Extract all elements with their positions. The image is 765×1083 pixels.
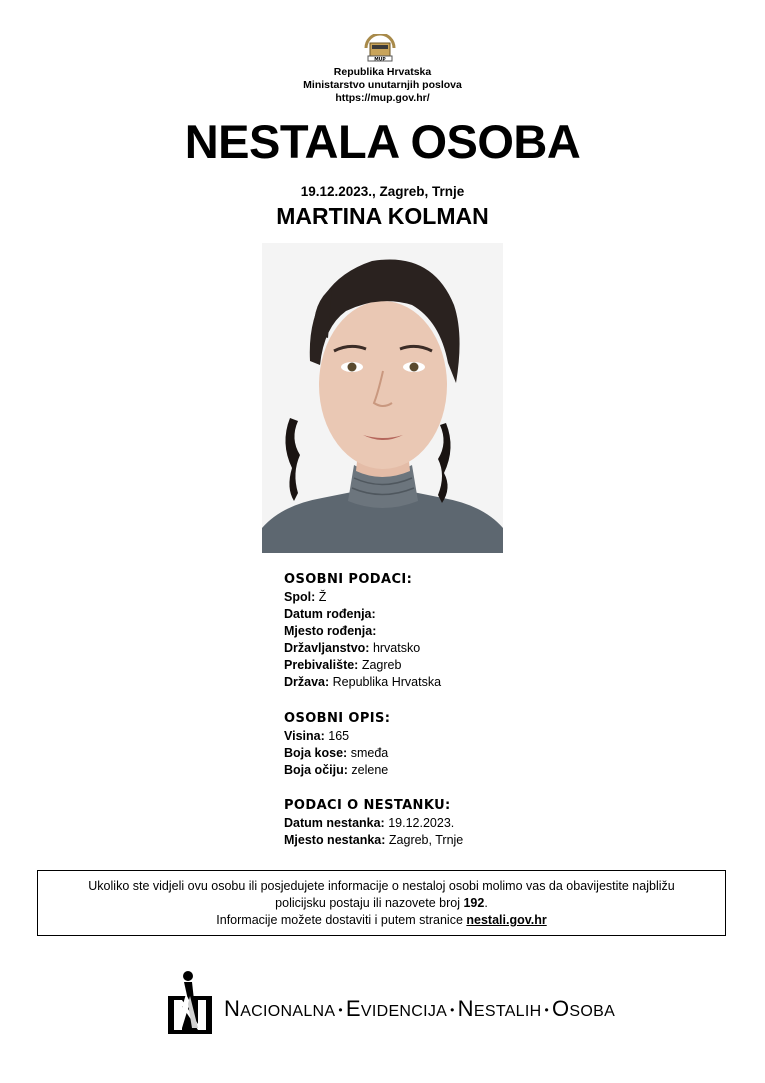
date-location: 19.12.2023., Zagreb, Trnje [300, 184, 465, 199]
wordmark-separator: • [338, 1003, 343, 1017]
info-row [284, 657, 441, 674]
org-country: Republika Hrvatska [333, 66, 432, 78]
info-label: Spol: [284, 590, 316, 604]
wordmark-separator: • [544, 1003, 549, 1017]
info-label: Boja kose: [284, 746, 348, 760]
info-row [284, 640, 441, 657]
info-label: Datum rođenja: [284, 607, 376, 621]
ministry-emblem-icon [362, 34, 398, 66]
info-value: 165 [328, 729, 350, 743]
info-row [284, 728, 390, 745]
info-value: hrvatsko [372, 641, 421, 655]
info-label: Mjesto nestanka: [284, 833, 386, 847]
nestali-website-link[interactable]: nestali.gov.hr [466, 913, 547, 927]
walking-person-logo-icon [168, 970, 212, 1034]
info-row [284, 623, 441, 640]
info-row [284, 762, 390, 779]
info-row [284, 745, 390, 762]
notice-text: . [484, 896, 488, 910]
disappearance-section [284, 797, 463, 849]
description-heading: OSOBNI OPIS: [284, 711, 391, 726]
wordmark-word: SOBA [569, 1003, 616, 1020]
info-row [284, 832, 463, 849]
info-label: Prebivalište: [284, 658, 359, 672]
notice-line-1: Ukoliko ste vidjeli ovu osobu ili posjedujete informacije o nestaloj osobi molimo vas da obavijestite najbližu [88, 879, 675, 893]
info-label: Država: [284, 675, 330, 689]
wordmark-word: VIDENCIJA [360, 1003, 448, 1020]
notice-text: policijsku postaju ili nazovete broj [275, 896, 464, 910]
info-row [284, 674, 441, 691]
person-photo [262, 243, 503, 553]
wordmark-word: ESTALIH [473, 1003, 542, 1020]
info-value: zelene [351, 763, 389, 777]
org-ministry: Ministarstvo unutarnjih poslova [303, 79, 462, 91]
info-label: Mjesto rođenja: [284, 624, 377, 638]
description-section [284, 710, 390, 779]
info-row [284, 606, 441, 623]
notice-line-2 [38, 895, 725, 912]
footer-wordmark [224, 997, 615, 1024]
info-label: Državljanstvo: [284, 641, 370, 655]
police-phone-number: 192 [463, 896, 485, 910]
info-label: Visina: [284, 729, 325, 743]
wordmark-initial: O [552, 996, 570, 1021]
person-name: MARTINA KOLMAN [276, 203, 489, 229]
wordmark-initial: N [224, 996, 241, 1021]
page-title: NESTALA OSOBA [184, 115, 581, 168]
personal-data-section [284, 571, 441, 691]
info-row [284, 589, 441, 606]
info-label: Datum nestanka: [284, 816, 385, 830]
wordmark-initial: E [345, 996, 361, 1021]
info-value: 19.12.2023. [388, 816, 455, 830]
info-value: Zagreb [361, 658, 402, 672]
info-value: smeđa [350, 746, 389, 760]
info-value: Republika Hrvatska [332, 675, 442, 689]
notice-text: Informacije možete dostaviti i putem stranice [216, 913, 467, 927]
info-value: Zagreb, Trnje [388, 833, 464, 847]
personal-data-heading: OSOBNI PODACI: [284, 572, 413, 587]
notice-line-3 [38, 912, 725, 929]
svg-text:MUP: MUP [374, 57, 386, 63]
org-url: https://mup.gov.hr/ [335, 92, 430, 104]
info-label: Boja očiju: [284, 763, 348, 777]
wordmark-separator: • [450, 1003, 455, 1017]
disappearance-heading: PODACI O NESTANKU: [284, 798, 451, 813]
info-row [284, 815, 463, 832]
info-value: Ž [318, 590, 327, 604]
wordmark-word: ACIONALNA [240, 1003, 336, 1020]
contact-notice [37, 870, 726, 936]
wordmark-initial: N [457, 996, 474, 1021]
